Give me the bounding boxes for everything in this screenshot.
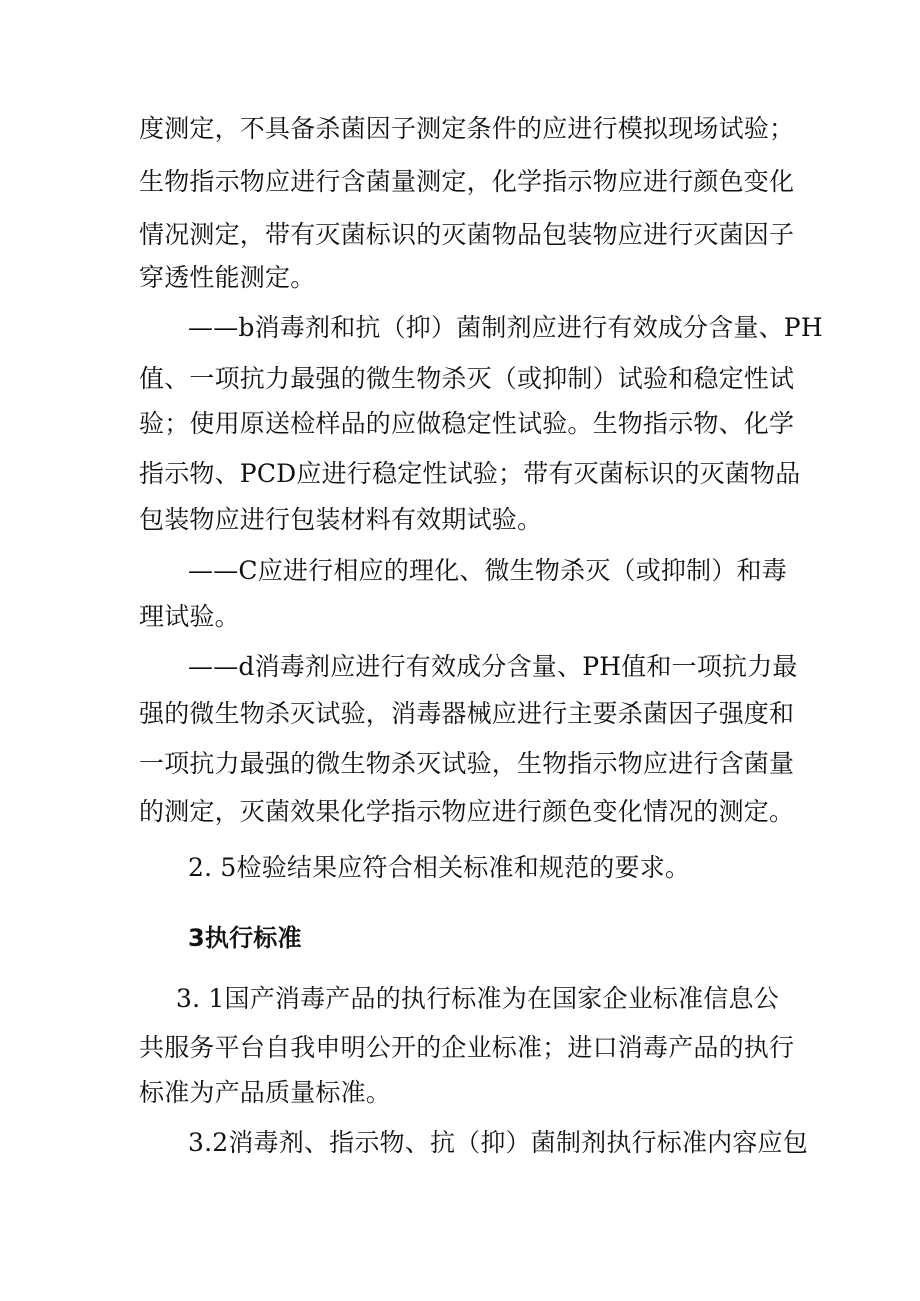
text-line: 生物指示物应进行含菌量测定，化学指示物应进行颜色变化 [139,167,795,196]
text-line: 情况测定，带有灭菌标识的灭菌物品包装物应进行灭菌因子 [139,220,795,249]
text-line: 共服务平台自我申明公开的企业标准；进口消毒产品的执行 [139,1033,795,1062]
text-line: 验；使用原送检样品的应做稳定性试验。生物指示物、化学 [139,409,795,438]
text-line: ——b消毒剂和抗（抑）菌制剂应进行有效成分含量、PH [188,313,823,342]
text-line: 指示物、PCD应进行稳定性试验；带有灭菌标识的灭菌物品 [139,459,801,488]
text-line: 3. 1国产消毒产品的执行标准为在国家企业标准信息公 [176,984,779,1013]
text-line: 的测定，灭菌效果化学指示物应进行颜色变化情况的测定。 [139,797,795,826]
text-line: ——d消毒剂应进行有效成分含量、PH值和一项抗力最 [188,652,798,681]
text-line: 一项抗力最强的微生物杀灭试验，生物指示物应进行含菌量 [139,749,795,778]
text-line: 理试验。 [139,602,240,631]
section-heading: 3执行标准 [188,924,302,952]
text-line: 穿透性能测定。 [139,263,316,292]
text-line: ——C应进行相应的理化、微生物杀灭（或抑制）和毒 [188,556,787,585]
text-line: 标准为产品质量标准。 [139,1078,392,1107]
text-line: 3.2消毒剂、指示物、抗（抑）菌制剂执行标准内容应包 [188,1128,808,1157]
text-line: 强的微生物杀灭试验，消毒器械应进行主要杀菌因子强度和 [139,699,795,728]
text-line: 度测定，不具备杀菌因子测定条件的应进行模拟现场试验； [139,114,795,143]
text-line: 包装物应进行包装材料有效期试验。 [139,505,543,534]
text-line: 值、一项抗力最强的微生物杀灭（或抑制）试验和稳定性试 [139,364,795,393]
text-line: 2. 5检验结果应符合相关标准和规范的要求。 [188,853,691,882]
